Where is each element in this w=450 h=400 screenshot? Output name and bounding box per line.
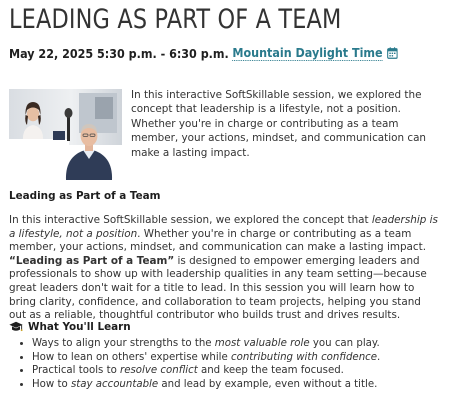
page-title: LEADING AS PART OF A TEAM: [9, 4, 342, 35]
description-emphasis: leadership is a lifestyle, not a position: [9, 214, 438, 240]
list-item-emphasis: stay accountable: [70, 378, 159, 390]
list-item-text: How to: [32, 378, 71, 390]
list-item: [32, 351, 450, 365]
event-datetime: [9, 45, 398, 61]
learn-list: [18, 337, 450, 391]
list-item-text: Practical tools to: [32, 365, 121, 376]
description-text: . Whether you're in charge or contributing as a team member, your actions, mindset, and communication can make a lasting impact.: [9, 227, 426, 254]
list-item-emphasis: resolve conflict: [120, 365, 198, 376]
presenters-photo: [9, 89, 122, 180]
list-item-text: Ways to align your strengths to the: [32, 338, 215, 349]
description-text: is designed to empower emerging leaders and professionals to show up with leadership qualities in any team setting—because great leaders don't wait for a title to lead. In this session you will learn how to bring clarity, confidence, and collaboration to team projects, helping you stand out as a reliable, thoughtful contributor who builds trust and drives results.: [9, 254, 427, 322]
learn-heading: [9, 321, 131, 333]
description-text: In this interactive SoftSkillable session, we explored the concept that: [9, 214, 372, 226]
description-body: [9, 214, 441, 323]
list-item-emphasis: most valuable role: [214, 338, 310, 349]
list-item: [32, 364, 450, 378]
timezone-link[interactable]: Mountain Daylight Time: [232, 45, 383, 60]
learn-heading-text: What You'll Learn: [28, 321, 131, 333]
list-item-emphasis: contributing with confidence: [231, 351, 378, 363]
calendar-icon[interactable]: [387, 47, 398, 59]
intro-paragraph: In this interactive SoftSkillable session, we explored the concept that leadership is a lifestyle, not a position. Whether you're in charge or contributing as a team member, your actions, mindset, and communication can make a lasting impact.: [131, 89, 427, 159]
list-item-text: you can play.: [309, 338, 380, 349]
graduation-cap-icon: [9, 321, 23, 333]
section-title: Leading as Part of a Team: [9, 190, 161, 202]
description-paragraph-2: [9, 255, 441, 323]
list-item-text: and lead by example, even without a title.: [158, 378, 378, 390]
list-item: [32, 337, 450, 351]
event-date-time-text: May 22, 2025 5:30 p.m. - 6:30 p.m.: [9, 45, 229, 61]
list-item-text: How to lean on others' expertise while: [32, 351, 232, 363]
list-item: [32, 378, 450, 392]
program-name: “Leading as Part of a Team”: [9, 254, 175, 267]
description-paragraph-1: [9, 214, 441, 255]
list-item-text: .: [377, 351, 381, 363]
list-item-text: and keep the team focused.: [197, 365, 344, 376]
